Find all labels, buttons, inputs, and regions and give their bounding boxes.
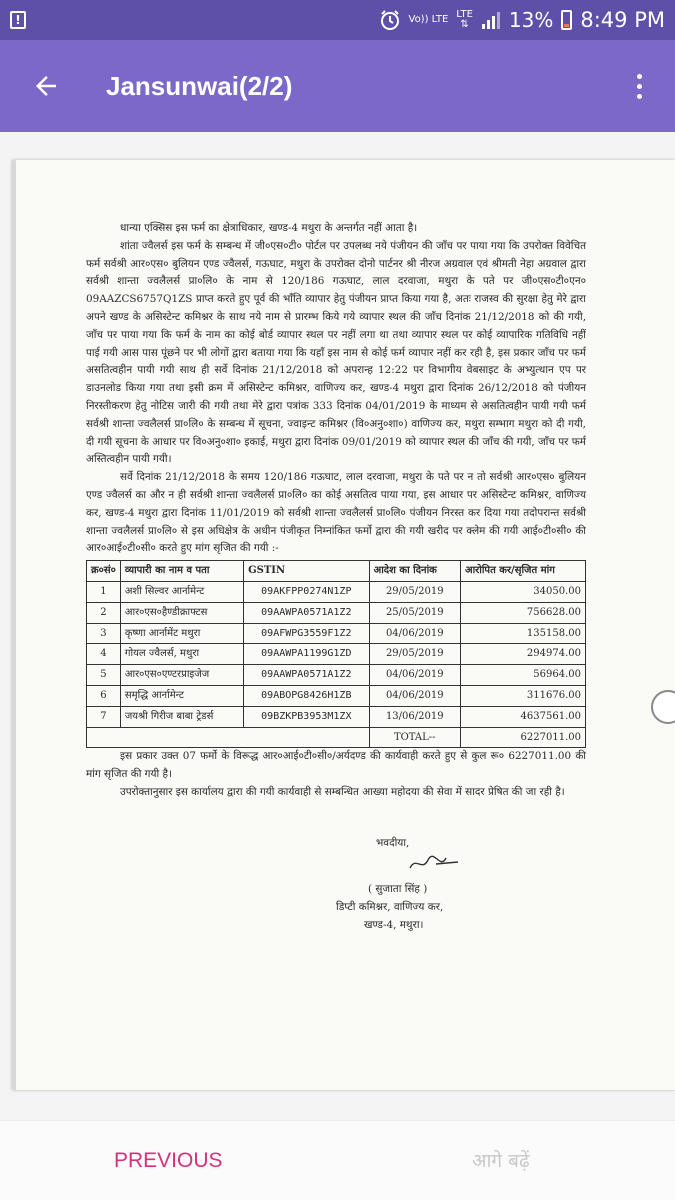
row-number: 4 — [87, 644, 121, 665]
order-date: 04/06/2019 — [369, 685, 460, 706]
page-title: Jansunwai(2/2) — [106, 70, 293, 101]
demand-amount: 4637561.00 — [460, 706, 585, 727]
menu-dot — [637, 84, 642, 89]
trader-name: आर०एस०एण्टरप्राइजेज — [120, 665, 243, 686]
paragraph-survey: सर्वे दिनांक 21/12/2018 के समय 120/186 गऊघाट, लाल दरवाजा, मथुरा के पते पर न तो सर्वश्री आर०एस० बुलियन एण्ड ज्वैलर्स का और न ही सर्वश्री शान्ता ज्वलैलर्स प्रा०लि० का कोई असतित्व पाया गया, इस आधार पर असिस्टेन्ट कमिश्नर, वाणिज्य कर, खण्ड-4 मथुरा द्वारा दिनांक 11/01/2019 को सर्वश्री शान्ता ज्वलैलर्स प्रा०लि० पंजीयन निरस्त कर दिया गया तदोपरान्त सर्वश्री शान्ता ज्वलैलर्स प्रा०लि० से इस अधिक्षेत्र के अधीन पंजीकृत निम्नांकित फर्मो द्वारा की गयी खरीद पर क्लेम की गयी आई०टी०सी० की आर०आई०टी०सी० करते हुए मांग सृजित की गयी :- — [86, 471, 586, 555]
trader-name: समृद्धि आर्नामेन्ट — [120, 685, 243, 706]
row-number: 7 — [87, 706, 121, 727]
arrow-left-icon — [31, 71, 61, 101]
order-date: 13/06/2019 — [369, 706, 460, 727]
order-date: 29/05/2019 — [369, 644, 460, 665]
row-number: 5 — [87, 665, 121, 686]
volte-indicator — [409, 15, 449, 25]
paragraph-dhanya-axis: धान्या एक्सिस इस फर्म का क्षेत्राधिकार, खण्ड-4 मथुरा के अन्तर्गत नहीं आता है। — [120, 222, 418, 234]
signatory-office: खण्ड-4, मथुरा। — [364, 918, 424, 931]
row-number: 1 — [87, 581, 121, 602]
trader-name: गोयल ज्वैलर्स, मथुरा — [120, 644, 243, 665]
table-row — [87, 685, 586, 706]
app-bar — [0, 40, 675, 132]
paragraph-summary: इस प्रकार उक्त 07 फर्मो के विरूद्ध आर०आई०टी०सी०/अर्यदण्ड की कार्यवाही करते हुए से कुल रू० 6227011.00 की मांग सृजित की गयी है। — [86, 750, 586, 781]
trader-name: आर०एस०हैण्डीक्राफ्टस — [120, 602, 243, 623]
demand-amount: 56964.00 — [460, 665, 585, 686]
back-button[interactable] — [16, 56, 76, 116]
overflow-menu-button[interactable] — [619, 56, 659, 116]
document-viewer[interactable] — [0, 132, 675, 1120]
volte-text: Vo)) LTE — [408, 14, 449, 25]
order-date: 04/06/2019 — [369, 665, 460, 686]
document-body — [86, 220, 586, 934]
battery-percent: 13% — [508, 8, 554, 32]
gstin-cell: 09BZKPB3953M1ZX — [244, 706, 370, 727]
row-number: 3 — [87, 623, 121, 644]
status-bar — [0, 0, 675, 40]
trader-name: जयश्री गिरीज बाबा ट्रेडर्स — [120, 706, 243, 727]
column-header: आरोपित कर/सृजित मांग — [460, 561, 585, 582]
total-row — [87, 727, 586, 748]
battery-icon — [561, 10, 572, 30]
total-label: TOTAL-- — [369, 727, 460, 748]
alert-symbol: ! — [15, 13, 21, 27]
table-body — [87, 581, 586, 727]
bottom-navigation — [0, 1120, 675, 1200]
total-spacer — [87, 727, 370, 748]
handwritten-signature — [406, 852, 466, 874]
gstin-cell: 09AAWPA0571A1Z2 — [244, 602, 370, 623]
table-row — [87, 581, 586, 602]
clock: 8:49 PM — [580, 8, 665, 32]
gstin-cell: 09AAWPA1199G1ZD — [244, 644, 370, 665]
signatory-designation: डिप्टी कमिश्नर, वाणिज्य कर, — [336, 900, 444, 913]
gstin-cell: 09AFWPG3559F1Z2 — [244, 623, 370, 644]
signatory-name: ( सुजाता सिंह ) — [368, 882, 428, 895]
demand-amount: 294974.00 — [460, 644, 585, 665]
table-header-row — [87, 561, 586, 582]
row-number: 6 — [87, 685, 121, 706]
alarm-clock-icon — [379, 9, 401, 31]
column-header: आदेश का दिनांक — [369, 561, 460, 582]
data-arrows-icon: ⇅ — [460, 19, 469, 30]
demand-amount: 756628.00 — [460, 602, 585, 623]
trader-name: अशी सिल्वर आर्नामेन्ट — [120, 581, 243, 602]
demand-amount: 311676.00 — [460, 685, 585, 706]
previous-button[interactable]: PREVIOUS — [114, 1149, 223, 1172]
table-row — [87, 602, 586, 623]
order-date: 04/06/2019 — [369, 623, 460, 644]
system-indicators — [379, 8, 666, 32]
alert-icon — [10, 11, 26, 29]
column-header: व्यापारी का नाम व पता — [120, 561, 243, 582]
next-button[interactable]: आगे बढ़ें — [472, 1150, 530, 1172]
demand-table — [86, 560, 586, 748]
column-header: क्र०सं० — [87, 561, 121, 582]
notification-area — [10, 11, 26, 29]
lte-indicator — [456, 10, 473, 30]
demand-amount: 34050.00 — [460, 581, 585, 602]
signature-block — [336, 834, 586, 934]
demand-amount: 135158.00 — [460, 623, 585, 644]
closing-text: भवदीया, — [376, 836, 410, 849]
gstin-cell: 09AKFPP0274N1ZP — [244, 581, 370, 602]
row-number: 2 — [87, 602, 121, 623]
table-row — [87, 644, 586, 665]
table-row — [87, 665, 586, 686]
signal-strength-icon — [481, 10, 501, 30]
trader-name: कृष्णा आर्नामेंट मथुरा — [120, 623, 243, 644]
table-row — [87, 623, 586, 644]
table-row — [87, 706, 586, 727]
menu-dot — [637, 74, 642, 79]
scanned-document-page — [12, 160, 675, 1090]
paragraph-shanta-jewellers: शांता ज्वैलर्स इस फर्म के सम्बन्ध में जी०एस०टी० पोर्टल पर उपलब्ध नये पंजीयन की जाँच पर पाया गया कि उपरोक्त विवेचित फर्म सर्वश्री आर०एस० बुलियन एण्ड ज्वैलर्स, गऊघाट, मथुरा के उपरोक्त दोनो पार्टनर श्री नीरज अग्रवाल एवं श्रीमती नेहा अग्रवाल द्वारा सर्वश्री शान्ता ज्वलैलर्स प्रा०लि० के नाम से 120/186 गऊघाट, लाल दरवाजा, मथुरा के पते पर जी०एस०टी०एन० 09AAZCS6757Q1ZS प्राप्त करते हुए पूर्व की भाँति व्यापार हेतु पंजीयन प्राप्त किया गया है, अतः राजस्व की सुरक्षा हेतु मेरे द्वारा अपने खण्ड के असिस्टेन्ट कमिश्नर के साथ नये नाम से प्रारम्भ किये गये व्यापार स्थल की जाँच दिनांक 21/12/2018 को की गयी, जाँच पर पाया गया कि फर्म के नाम का कोई बोर्ड व्यापार स्थल पर नहीं लगा था तथा व्यापार स्थल पर कोई व्यापारिक गतिविधि नहीं पाई गयी आस पास पूंछने पर भी लोगों द्वारा बताया गया कि यहाँ इस नाम से कोई फर्म व्यापार नहीं कर रही है, इस प्रकार जाँच पर फर्म असतित्वहीन पायी गयी साथ ही सर्वे दिनांक 21/12/2018 को अपरान्ह 12:22 पर विभागीय वेबसाइट के अभ्युत्थान एप पर डाउनलोड किया गया तथा इसी क्रम में असिस्टेन्ट कमिश्नर, वाणिज्य कर, खण्ड-4 मथुरा द्वारा दिनांक 26/12/2018 को पंजीयन निरस्तीकरण हेतु नोटिस जारी की गयी तथा मेरे द्वारा पत्रांक 333 दिनांक 04/01/2019 के माध्यम से असतित्वहीन पायी गयी फर्म सर्वश्री शान्ता ज्वलैलर्स प्रा०लि० के सम्बन्ध में सूचना, ज्वाइन्ट कमिश्नर (वि०अनु०शा०) वाणिज्य कर, मथुरा सम्भाग मथुरा को दी गयी, दी गयी सूचना के आधार पर वि०अनु०शा० इकाई, मथुरा द्वारा दिनांक 09/01/2019 को व्यापार स्थल की जाँच की गयी, जाँच पर फर्म अस्तित्वहीन पायी गयी। — [86, 239, 586, 466]
order-date: 29/05/2019 — [369, 581, 460, 602]
paragraph-forwarding: उपरोक्तानुसार इस कार्यालय द्वारा की गयी कार्यवाही से सम्बन्धित आख्या महोदया की सेवा में सादर प्रेषित की जा रही है। — [120, 785, 565, 798]
menu-dot — [637, 94, 642, 99]
total-amount: 6227011.00 — [460, 727, 585, 748]
order-date: 25/05/2019 — [369, 602, 460, 623]
column-header: GSTIN — [244, 561, 370, 582]
gstin-cell: 09AAWPA0571A1Z2 — [244, 665, 370, 686]
gstin-cell: 09ABOPG8426H1ZB — [244, 685, 370, 706]
lte-text: LTE — [456, 9, 473, 20]
